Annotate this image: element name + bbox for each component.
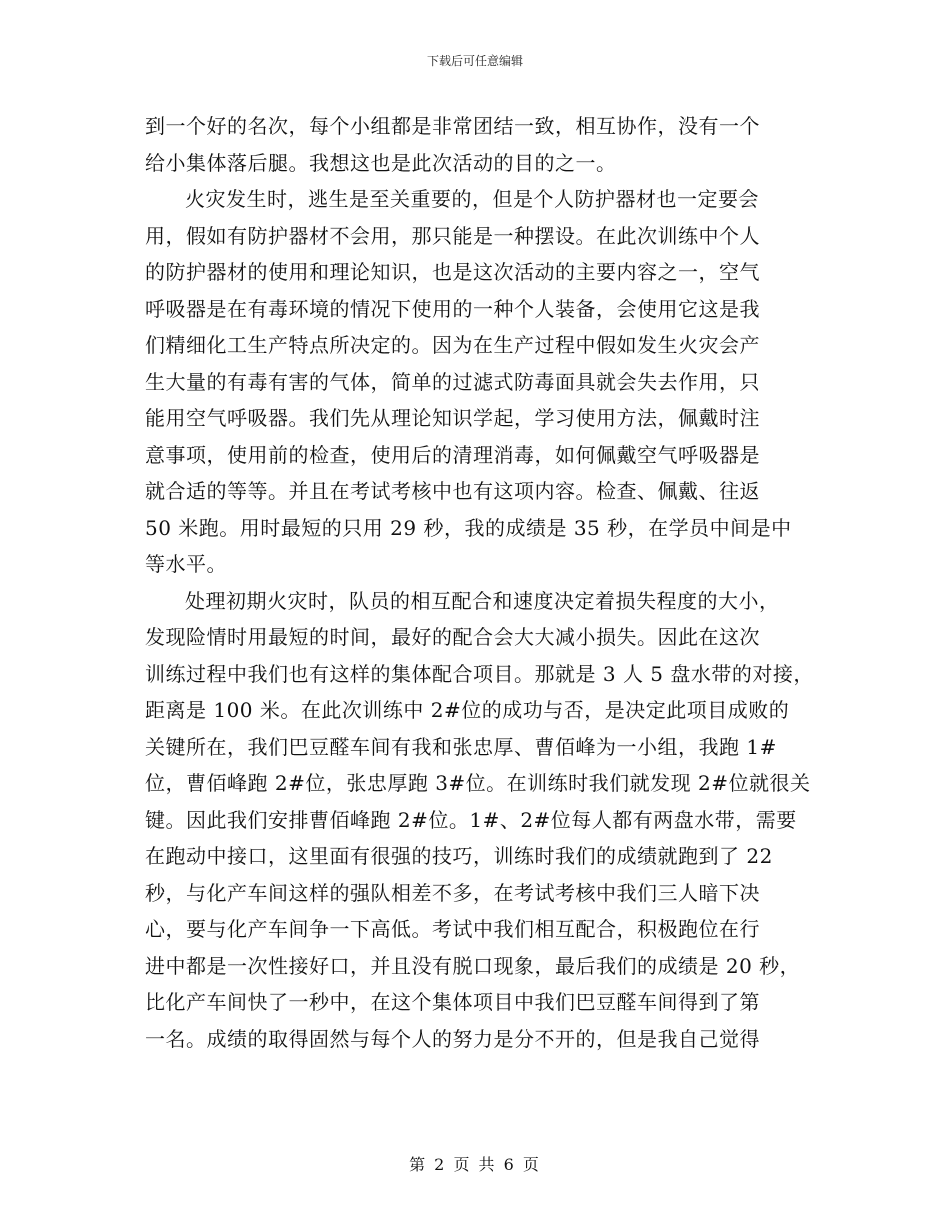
body-line: 们精细化工生产特点所决定的。因为在生产过程中假如发生火灾会产 <box>145 333 760 357</box>
body-line: 秒，与化产车间这样的强队相差不多，在考试考核中我们三人暗下决 <box>145 880 760 905</box>
body-line: 一名。成绩的取得固然与每个人的努力是分不开的，但是我自己觉得 <box>145 1026 760 1051</box>
body-line: 用，假如有防护器材不会用，那只能是一种摆设。在此次训练中个人 <box>145 223 760 248</box>
body-line: 比化产车间快了一秒中，在这个集体项目中我们巴豆醛车间得到了第 <box>145 990 760 1014</box>
body-line: 发现险情时用最短的时间，最好的配合会大大减小损失。因此在这次 <box>145 625 760 649</box>
body-line: 能用空气呼吸器。我们先从理论知识学起，学习使用方法，佩戴时注 <box>145 406 760 430</box>
body-line: 50 米跑。用时最短的只用 29 秒，我的成绩是 35 秒，在学员中间是中 <box>145 515 792 540</box>
page-header: 下载后可任意编辑 <box>426 54 523 68</box>
body-line: 距离是 100 米。在此次训练中 2#位的成功与否，是决定此项目成败的 <box>145 698 790 722</box>
body-line: 等水平。 <box>145 552 227 576</box>
paragraph-start-line: 火灾发生时，逃生是至关重要的，但是个人防护器材也一定要会 <box>185 187 759 211</box>
body-line: 意事项，使用前的检查，使用后的清理消毒，如何佩戴空气呼吸器是 <box>145 442 760 467</box>
body-line: 就合适的等等。并且在考试考核中也有这项内容。检查、佩戴、往返 <box>145 479 760 503</box>
body-line: 进中都是一次性接好口，并且没有脱口现象，最后我们的成绩是 20 秒， <box>145 953 801 978</box>
body-line: 的防护器材的使用和理论知识，也是这次活动的主要内容之一，空气 <box>145 260 760 284</box>
body-line: 在跑动中接口，这里面有很强的技巧，训练时我们的成绩就跑到了 22 <box>145 844 773 868</box>
body-line: 心，要与化产车间争一下高低。考试中我们相互配合，积极跑位在行 <box>145 917 760 941</box>
body-line: 给小集体落后腿。我想这也是此次活动的目的之一。 <box>145 150 617 175</box>
body-line: 关键所在，我们巴豆醛车间有我和张忠厚、曹佰峰为一小组，我跑 1# <box>145 734 777 759</box>
body-line: 键。因此我们安排曹佰峰跑 2#位。1#、2#位每人都有两盘水带，需要 <box>145 807 797 832</box>
body-line: 到一个好的名次，每个小组都是非常团结一致，相互协作，没有一个 <box>145 114 760 138</box>
page-number-footer: 第 2 页 共 6 页 <box>409 1155 541 1174</box>
paragraph-start-line: 处理初期火灾时，队员的相互配合和速度决定着损失程度的大小， <box>185 588 780 613</box>
document-body <box>145 108 825 1057</box>
body-line: 呼吸器是在有毒环境的情况下使用的一种个人装备，会使用它这是我 <box>145 296 760 321</box>
body-line: 位，曹佰峰跑 2#位，张忠厚跑 3#位。在训练时我们就发现 2#位就很关 <box>145 771 811 795</box>
body-line: 生大量的有毒有害的气体，简单的过滤式防毒面具就会失去作用，只 <box>145 369 760 394</box>
body-line: 训练过程中我们也有这样的集体配合项目。那就是 3 人 5 盘水带的对接， <box>145 661 814 686</box>
